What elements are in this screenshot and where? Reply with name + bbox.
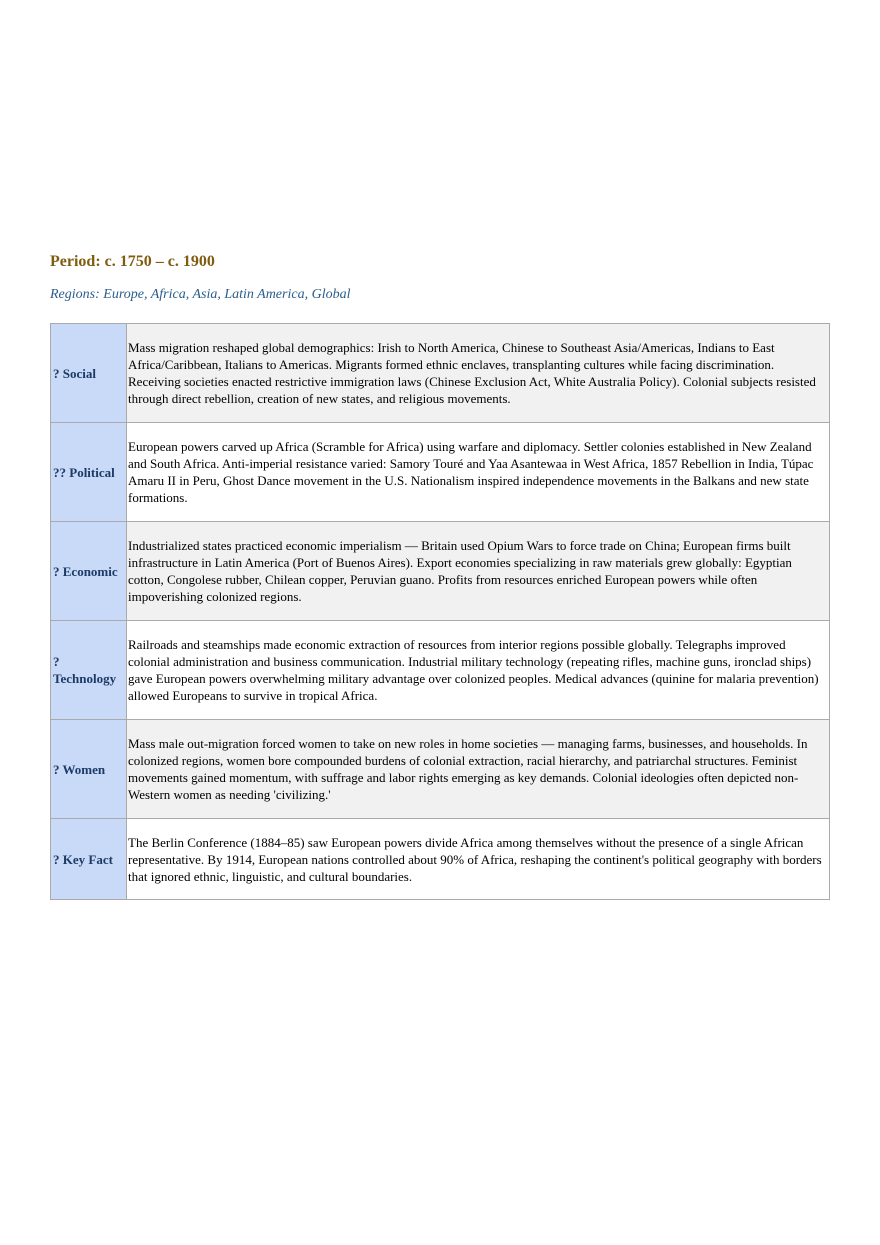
period-heading: Period: c. 1750 – c. 1900 xyxy=(50,253,215,270)
row-label: ? Technology xyxy=(51,621,127,720)
row-label: ? Key Fact xyxy=(51,819,127,900)
row-label: ? Social xyxy=(51,324,127,423)
table-row-women xyxy=(51,720,830,819)
themes-table xyxy=(50,323,830,900)
row-text: Industrialized states practiced economic imperialism — Britain used Opium Wars to force trade on China; European firms built infrastructure in Latin America (Port of Buenos Aires). Export economies specializing in raw materials grew globally: Egyptian cotton, Congolese rubber, Chilean copper, Peruvian guano. Profits from resources enriched European powers while often impoverishing colonized regions. xyxy=(127,522,830,621)
row-label: ? Economic xyxy=(51,522,127,621)
row-text: Railroads and steamships made economic extraction of resources from interior regions possible globally. Telegraphs improved colonial administration and business communication. Industrial military technology (repeating rifles, machine guns, ironclad ships) gave European powers overwhelming military advantage over colonized peoples. Medical advances (quinine for malaria prevention) allowed Europeans to survive in tropical Africa. xyxy=(127,621,830,720)
regions-subheading: Regions: Europe, Africa, Asia, Latin America, Global xyxy=(50,287,351,302)
table-row-economic xyxy=(51,522,830,621)
row-text: Mass migration reshaped global demographics: Irish to North America, Chinese to Southeast Asia/Americas, Indians to East Africa/Caribbean, Italians to Americas. Migrants formed ethnic enclaves, transplanting cultures while facing discrimination. Receiving societies enacted restrictive immigration laws (Chinese Exclusion Act, White Australia Policy). Colonial subjects resisted through direct rebellion, creation of new states, and religious movements. xyxy=(127,324,830,423)
table-row-social xyxy=(51,324,830,423)
table-row-technology xyxy=(51,621,830,720)
row-text: The Berlin Conference (1884–85) saw European powers divide Africa among themselves without the presence of a single African representative. By 1914, European nations controlled about 90% of Africa, reshaping the continent's political geography with borders that ignored ethnic, linguistic, and cultural boundaries. xyxy=(127,819,830,900)
row-text: European powers carved up Africa (Scramble for Africa) using warfare and diplomacy. Settler colonies established in New Zealand and South Africa. Anti-imperial resistance varied: Samory Touré and Yaa Asantewaa in West Africa, 1857 Rebellion in India, Túpac Amaru II in Peru, Ghost Dance movement in the U.S. Nationalism inspired independence movements in the Balkans and new state formations. xyxy=(127,423,830,522)
row-label: ?? Political xyxy=(51,423,127,522)
row-label: ? Women xyxy=(51,720,127,819)
table-row-key-fact xyxy=(51,819,830,900)
table-row-political xyxy=(51,423,830,522)
row-text: Mass male out-migration forced women to take on new roles in home societies — managing farms, businesses, and households. In colonized regions, women bore compounded burdens of colonial extraction, racial hierarchy, and patriarchal structures. Feminist movements gained momentum, with suffrage and labor rights emerging as key demands. Colonial ideologies often depicted non-Western women as needing 'civilizing.' xyxy=(127,720,830,819)
